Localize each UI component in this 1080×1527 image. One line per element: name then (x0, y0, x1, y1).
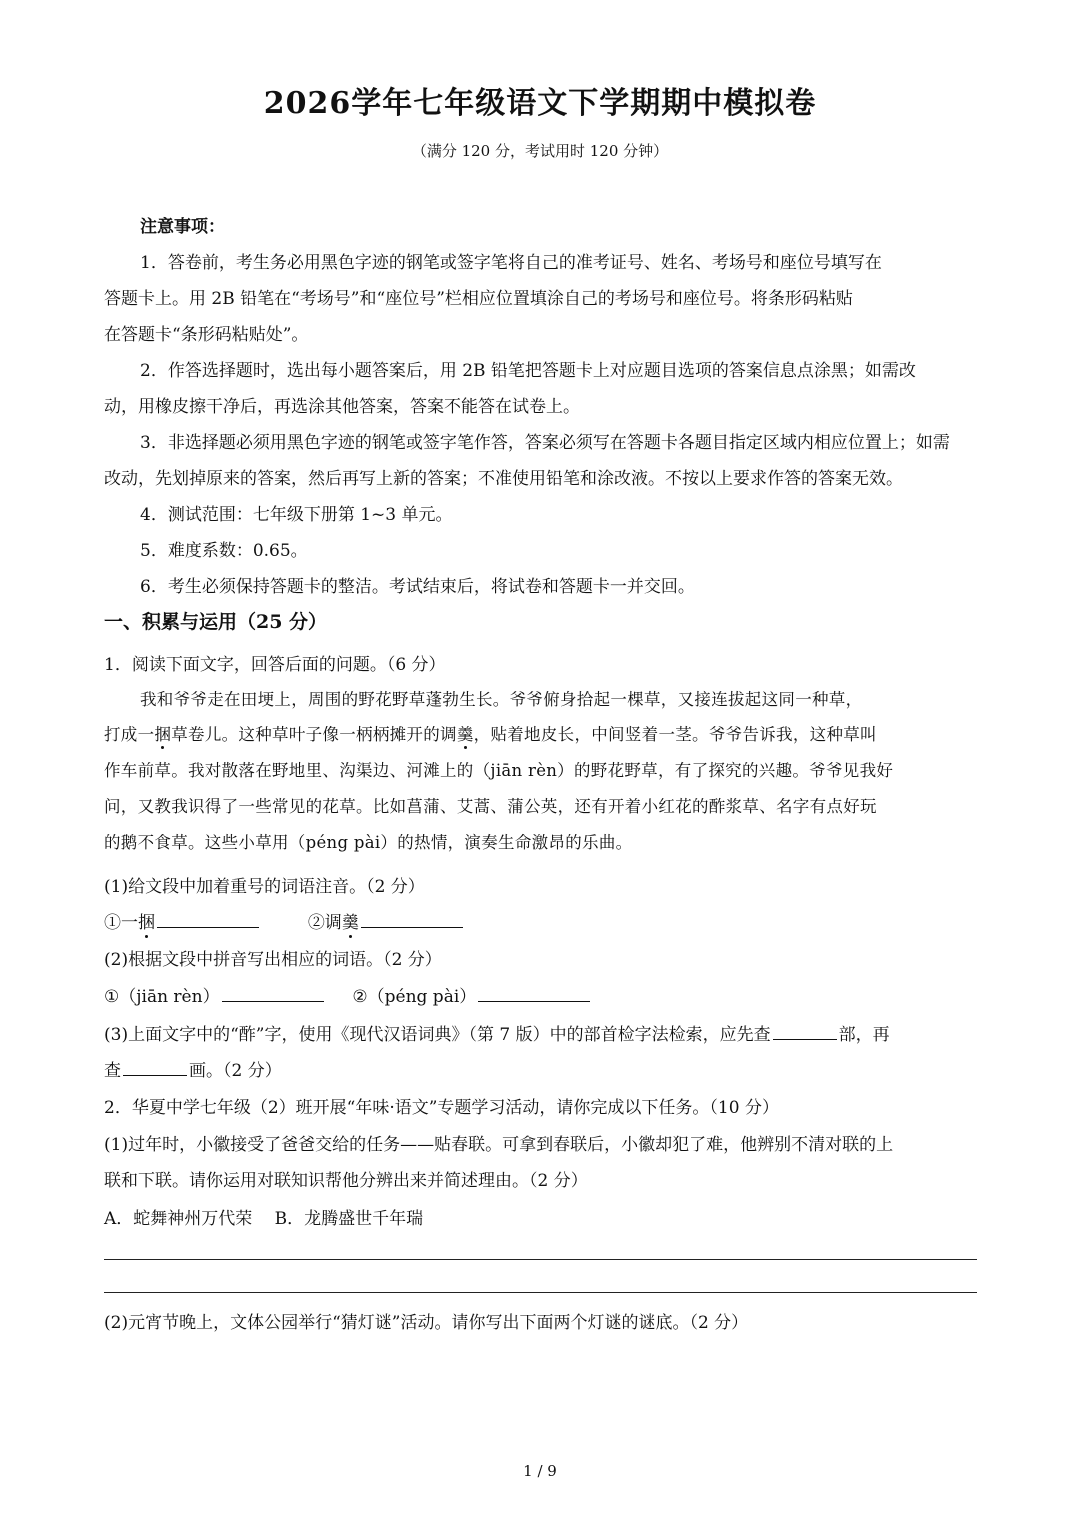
blank-label: ①（jiān rèn） (104, 987, 220, 1007)
notice-heading: 注意事项： (140, 217, 225, 237)
question-2-1-options: A．蛇舞神州万代荣 B．龙腾盛世千年瑞 (104, 1209, 424, 1229)
exam-info: （满分 120 分，考试用时 120 分钟） (411, 142, 669, 160)
passage-line-4: 问，又教我识得了一些常见的花草。比如菖蒲、艾蒿、蒲公英，还有开着小红花的酢浆草、名字有点好玩 (104, 797, 877, 816)
question-text: 部，再 (838, 1025, 890, 1045)
notice-item-2-line-1: 2．作答选择题时，选出每小题答案后，用 2B 铅笔把答题卡上对应题目选项的答案信息点涂黑；如需改 (140, 361, 916, 381)
answer-line[interactable] (104, 1292, 977, 1293)
answer-blank[interactable] (773, 1023, 837, 1040)
blank-label: ②（péng pài） (352, 987, 477, 1007)
passage-text: ，贴着地皮长，中间竖着一茎。爷爷告诉我，这种草叫 (473, 725, 877, 744)
passage-text: 调 (440, 725, 457, 744)
passage-line-5: 的鹅不食草。这些小草用（péng pài）的热情，演奏生命激昂的乐曲。 (104, 833, 633, 852)
emphasized-char: 羹 (456, 725, 474, 744)
passage-line-1: 我和爷爷走在田埂上，周围的野花野草蓬勃生长。爷爷俯身拾起一棵草，又接连拔起这同一种草， (140, 690, 863, 709)
emphasized-char: 捆 (138, 913, 155, 933)
answer-line[interactable] (104, 1259, 977, 1260)
blank-label: ①一 (104, 913, 138, 933)
passage-line-3: 作车前草。我对散落在野地里、沟渠边、河滩上的（jiān rèn）的野花野草，有了探究的兴趣。爷爷见我好 (104, 761, 894, 780)
notice-item-4: 4．测试范围：七年级下册第 1~3 单元。 (140, 505, 453, 525)
question-2-1-line-2: 联和下联。请你运用对联知识帮他分辨出来并简述理由。（2 分） (104, 1171, 588, 1191)
notice-item-1-line-2: 答题卡上。用 2B 铅笔在“考场号”和“座位号”栏相应位置填涂自己的考场号和座位号。将条形码粘贴 (104, 289, 853, 309)
question-1-2-blanks (104, 982, 592, 1007)
passage-text: 打成一 (104, 725, 155, 744)
question-text: (3)上面文字中的“酢”字，使用《现代汉语词典》（第 7 版）中的部首检字法检索，应先查 (104, 1025, 771, 1045)
answer-blank[interactable] (123, 1059, 187, 1076)
notice-item-2-line-2: 动，用橡皮擦干净后，再选涂其他答案，答案不能答在试卷上。 (104, 397, 580, 417)
emphasized-char: 捆 (154, 725, 172, 744)
question-2-2: (2)元宵节晚上，文体公园举行“猜灯谜”活动。请你写出下面两个灯谜的谜底。（2 分） (104, 1313, 749, 1333)
question-1-stem: 1．阅读下面文字，回答后面的问题。（6 分） (104, 655, 446, 675)
notice-item-1-line-1: 1．答卷前，考生务必用黑色字迹的钢笔或签字笔将自己的准考证号、姓名、考场号和座位号填写在 (140, 253, 882, 273)
notice-item-3-line-2: 改动，先划掉原来的答案，然后再写上新的答案；不准使用铅笔和涂改液。不按以上要求作答的答案无效。 (104, 469, 903, 489)
notice-item-6: 6．考生必须保持答题卡的整洁。考试结束后，将试卷和答题卡一并交回。 (140, 577, 695, 597)
notice-item-1-line-3: 在答题卡“条形码粘贴处”。 (104, 325, 309, 345)
answer-blank[interactable] (157, 911, 259, 928)
blank-label: ②调 (307, 913, 342, 933)
notice-item-3-line-1: 3．非选择题必须用黑色字迹的钢笔或签字笔作答，答案必须写在答题卡各题目指定区域内相应位置上；如需 (140, 433, 950, 453)
answer-blank[interactable] (478, 985, 590, 1002)
question-text: 画。（2 分） (189, 1061, 282, 1081)
answer-blank[interactable] (222, 985, 324, 1002)
question-1-1: (1)给文段中加着重号的词语注音。（2 分） (104, 877, 425, 897)
question-2-1-line-1: (1)过年时，小徽接受了爸爸交给的任务——贴春联。可拿到春联后，小徽却犯了难，他辨别不清对联的上 (104, 1135, 894, 1155)
question-1-1-blanks (104, 908, 465, 933)
passage-line-2 (104, 721, 877, 745)
answer-blank[interactable] (361, 911, 463, 928)
passage-text: 草卷儿。这种草叶子像一柄柄摊开的 (171, 725, 441, 744)
question-text: 查 (104, 1061, 121, 1081)
page-number: 1 / 9 (523, 1462, 557, 1480)
question-1-2: (2)根据文段中拼音写出相应的词语。（2 分） (104, 950, 442, 970)
notice-item-5: 5．难度系数：0.65。 (140, 541, 308, 561)
question-1-3-line-1 (104, 1020, 890, 1045)
question-2-stem: 2．华夏中学七年级（2）班开展“年味·语文”专题学习活动，请你完成以下任务。（10 分） (104, 1098, 779, 1118)
section-heading: 一、积累与运用（25 分） (104, 611, 328, 633)
page-title: 2026学年七年级语文下学期期中模拟卷 (263, 86, 817, 121)
emphasized-char: 羹 (341, 913, 359, 933)
question-1-3-line-2 (104, 1056, 282, 1081)
